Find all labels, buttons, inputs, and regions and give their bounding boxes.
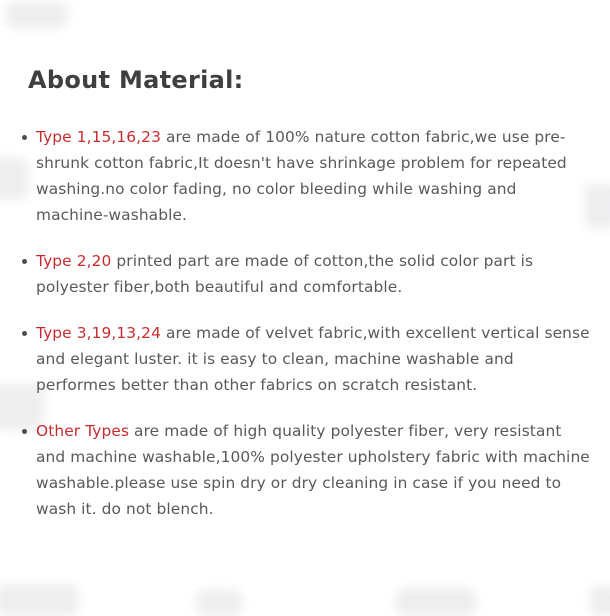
section-title: About Material: — [28, 66, 244, 94]
type-label: Type 2,20 — [36, 252, 112, 270]
type-label: Other Types — [36, 422, 130, 440]
material-item-type-1 — [22, 124, 594, 228]
type-label: Type 1,15,16,23 — [36, 128, 161, 146]
bullet-icon — [22, 331, 27, 336]
material-description: are made of high quality polyester fiber, very resistant and machine washable,100% polyester upholstery fabric with machine washable.please use spin dry or dry cleaning in case if you need to wash it. do not blench. — [36, 422, 590, 518]
material-description: are made of 100% nature cotton fabric,we use pre-shrunk cotton fabric,It doesn't have shrinkage problem for repeated washing.no color fading, no color bleeding while washing and machine-washable. — [36, 128, 567, 224]
material-description: are made of velvet fabric,with excellent vertical sense and elegant luster. it is easy to clean, machine washable and performes better than other fabrics on scratch resistant. — [36, 324, 590, 394]
watermark-blob — [0, 584, 78, 616]
watermark-blob — [590, 586, 610, 616]
watermark-blob — [196, 590, 242, 616]
material-item-type-3 — [22, 320, 594, 398]
watermark-blob — [396, 588, 476, 616]
material-description: printed part are made of cotton,the solid color part is polyester fiber,both beautiful and comfortable. — [36, 252, 534, 296]
bullet-icon — [22, 429, 27, 434]
material-item-type-2 — [22, 248, 594, 300]
bullet-icon — [22, 259, 27, 264]
material-item-other-types — [22, 418, 594, 522]
type-label: Type 3,19,13,24 — [36, 324, 161, 342]
bullet-icon — [22, 135, 27, 140]
material-list — [22, 124, 594, 522]
